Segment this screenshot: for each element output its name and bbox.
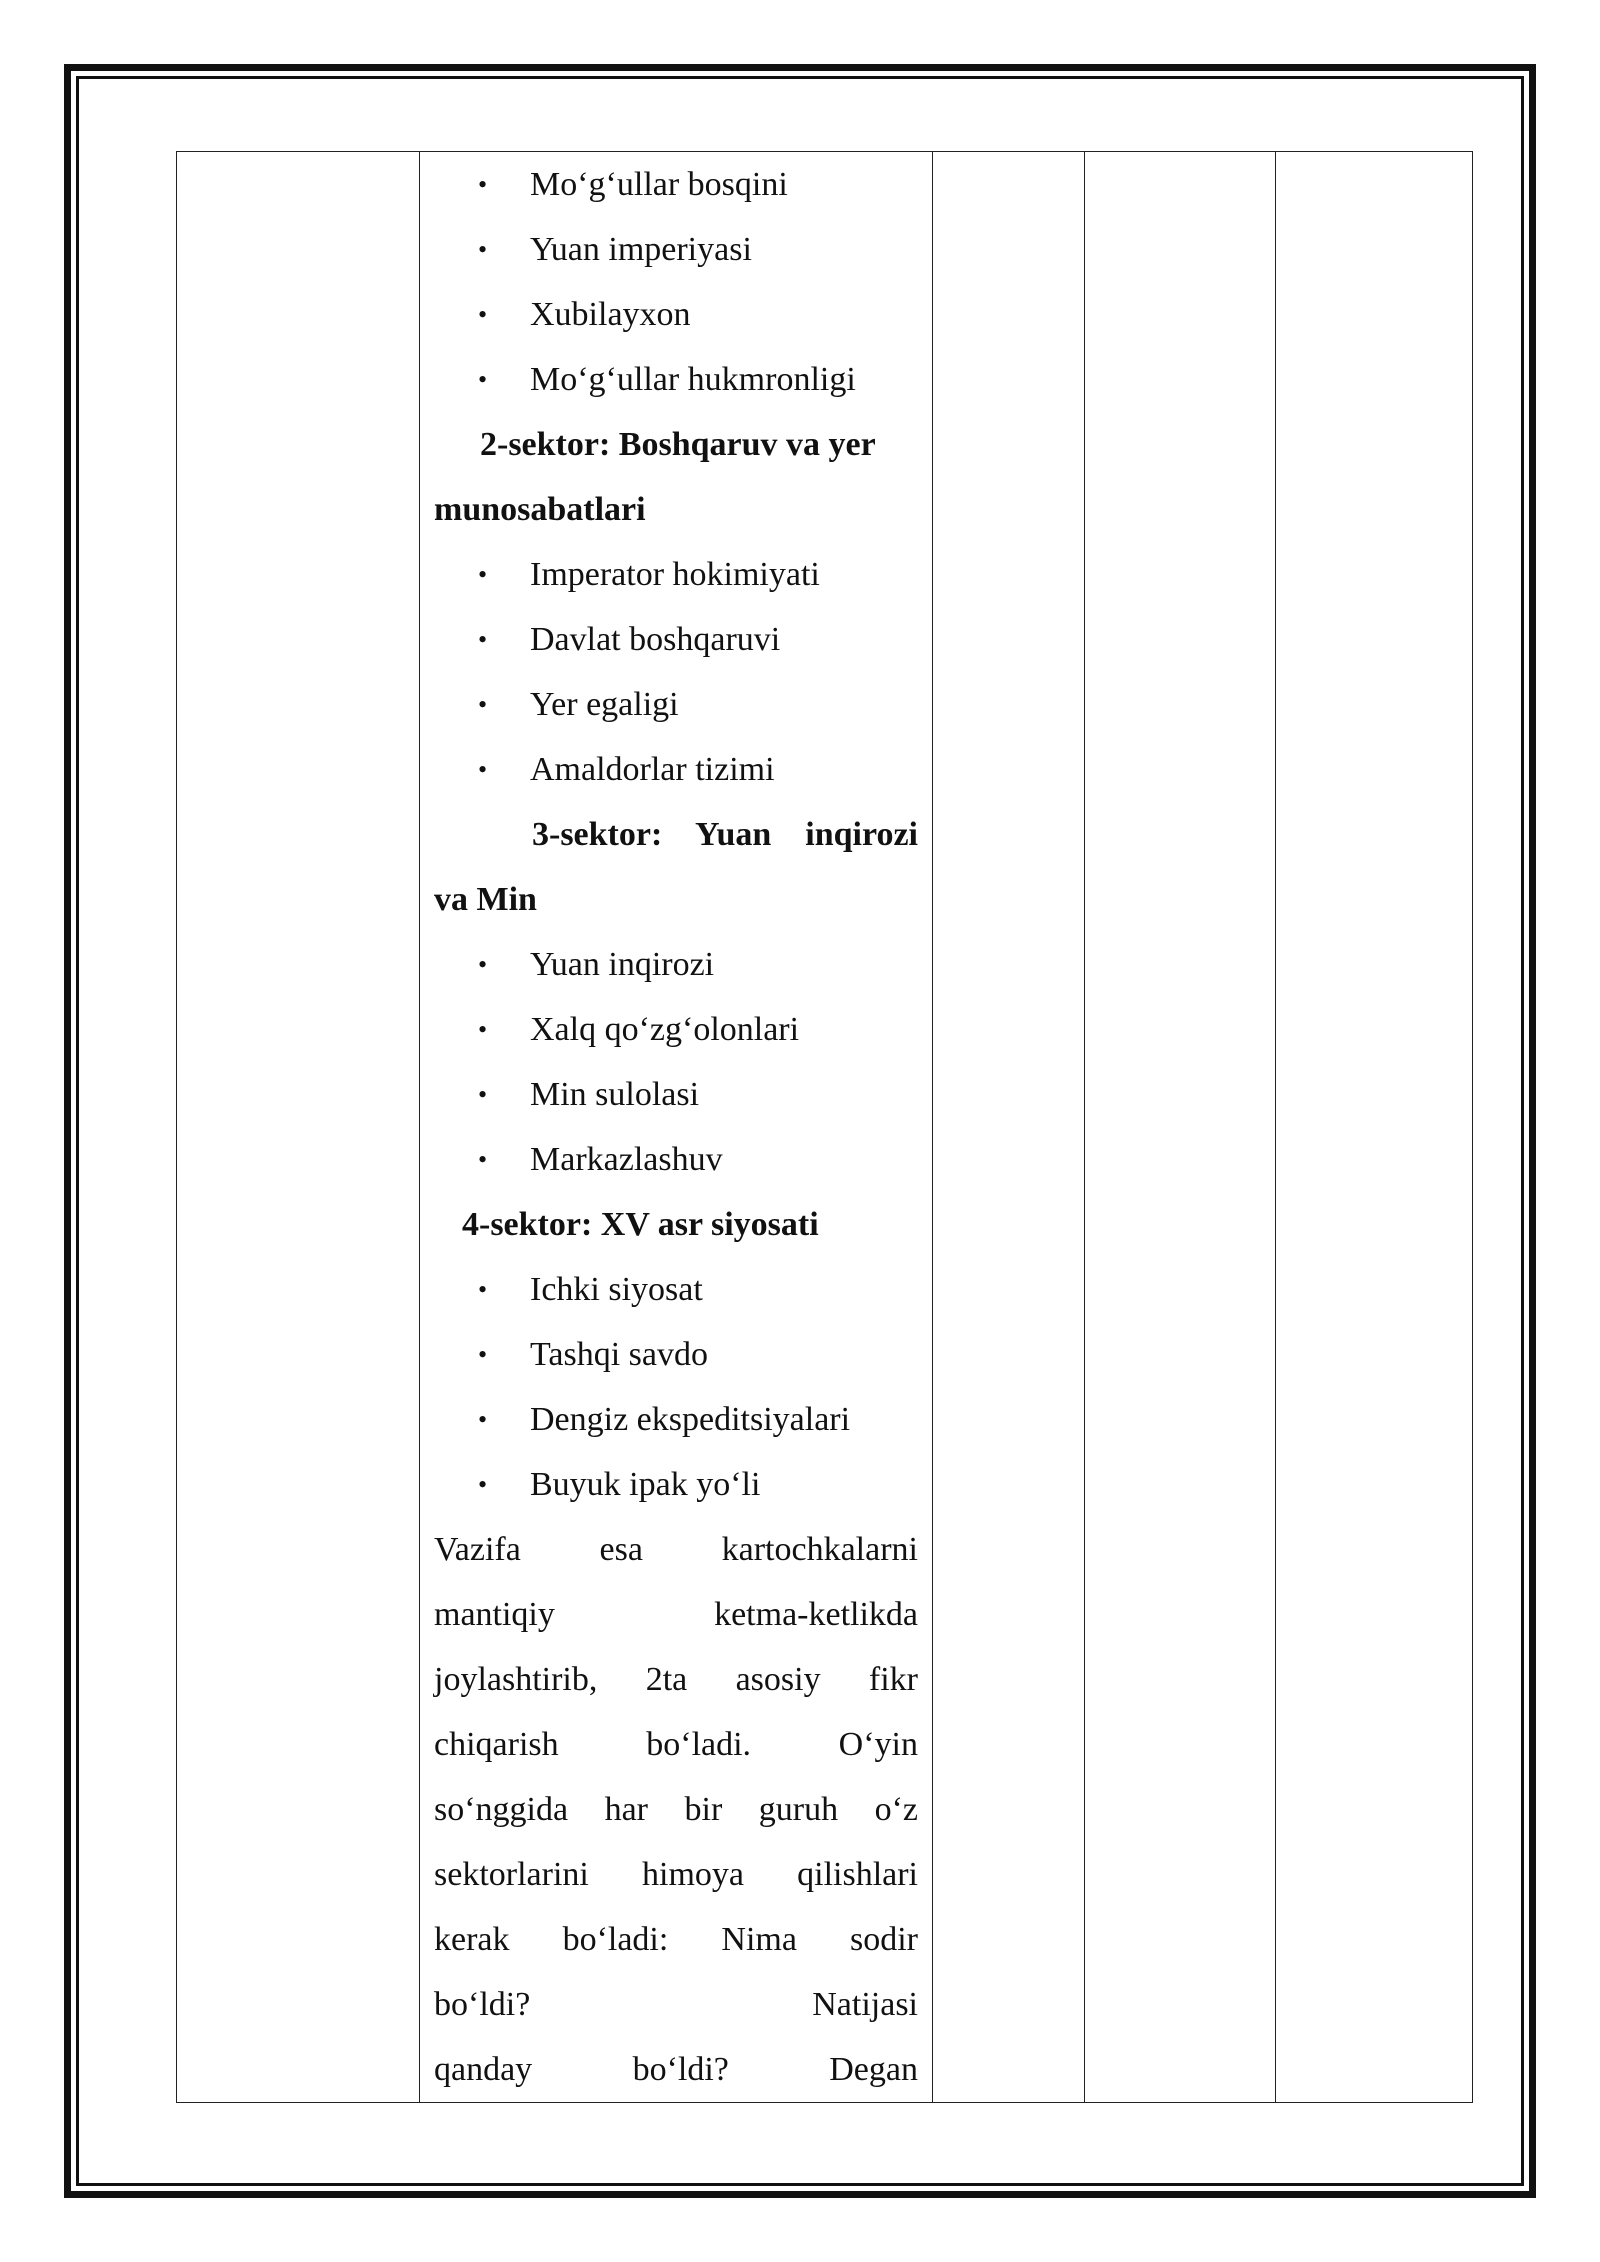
table-cell-empty-5: [1276, 152, 1473, 2103]
bullet-icon: •: [478, 300, 488, 329]
list-item: • Ichki siyosat: [434, 1257, 918, 1322]
bullet-icon: •: [478, 1145, 488, 1174]
paragraph-line: sektorlarini himoya qilishlari: [434, 1856, 918, 1893]
cell-content: [420, 152, 932, 2102]
list-item: • Xubilayxon: [434, 282, 918, 347]
list-item: • Imperator hokimiyati: [434, 542, 918, 607]
bullet-icon: •: [478, 235, 488, 264]
sector2-list: [434, 542, 918, 802]
table-cell-empty-1: [177, 152, 420, 2103]
bullet-icon: •: [478, 1470, 488, 1499]
list-item: • Mo‘g‘ullar bosqini: [434, 152, 918, 217]
paragraph-line: mantiqiy ketma-ketlikda: [434, 1596, 918, 1633]
sector4-heading: 4-sektor: XV asr siyosati: [462, 1206, 819, 1243]
list-item: • Buyuk ipak yo‘li: [434, 1452, 918, 1517]
list-item: • Yuan inqirozi: [434, 932, 918, 997]
list-item: • Markazlashuv: [434, 1127, 918, 1192]
list-item: • Dengiz ekspeditsiyalari: [434, 1387, 918, 1452]
bullet-icon: •: [478, 1275, 488, 1304]
list-item: • Tashqi savdo: [434, 1322, 918, 1387]
list-item: • Davlat boshqaruvi: [434, 607, 918, 672]
bullet-icon: •: [478, 690, 488, 719]
table-row: [177, 152, 1473, 2103]
list-item: • Xalq qo‘zg‘olonlari: [434, 997, 918, 1062]
paragraph-line: chiqarish bo‘ladi. O‘yin: [434, 1726, 918, 1763]
bullet-icon: •: [478, 1405, 488, 1434]
paragraph-line: Vazifa esa kartochkalarni: [434, 1531, 918, 1568]
lesson-plan-table: [176, 151, 1473, 2103]
task-paragraph: [434, 1517, 918, 2102]
bullet-icon: •: [478, 365, 488, 394]
paragraph-line: qanday bo‘ldi? Degan: [434, 2051, 918, 2088]
sector2-heading-cont: munosabatlari: [434, 491, 646, 528]
paragraph-line: joylashtirib, 2ta asosiy fikr: [434, 1661, 918, 1698]
bullet-icon: •: [478, 560, 488, 589]
sector3-list: [434, 932, 918, 1192]
list-item: • Min sulolasi: [434, 1062, 918, 1127]
table-cell-empty-3: [933, 152, 1085, 2103]
sector4-list: [434, 1257, 918, 1517]
bullet-icon: •: [478, 625, 488, 654]
bullet-icon: •: [478, 1080, 488, 1109]
bullet-icon: •: [478, 755, 488, 784]
table-cell-empty-4: [1085, 152, 1276, 2103]
list-item: • Mo‘g‘ullar hukmronligi: [434, 347, 918, 412]
table-cell-content: [420, 152, 933, 2103]
bullet-icon: •: [478, 1015, 488, 1044]
list-item: • Amaldorlar tizimi: [434, 737, 918, 802]
sector1-list: [434, 152, 918, 412]
sector3-heading-cont: va Min: [434, 881, 537, 918]
bullet-icon: •: [478, 170, 488, 199]
list-item: • Yuan imperiyasi: [434, 217, 918, 282]
paragraph-line: kerak bo‘ladi: Nima sodir: [434, 1921, 918, 1958]
paragraph-line: so‘nggida har bir guruh o‘z: [434, 1791, 918, 1828]
bullet-icon: •: [478, 1340, 488, 1369]
list-item: • Yer egaligi: [434, 672, 918, 737]
sector3-heading: 3-sektor: Yuan inqirozi: [532, 816, 918, 853]
bullet-icon: •: [478, 950, 488, 979]
sector2-heading: 2-sektor: Boshqaruv va yer: [480, 426, 876, 463]
paragraph-line: bo‘ldi? Natijasi: [434, 1986, 918, 2023]
